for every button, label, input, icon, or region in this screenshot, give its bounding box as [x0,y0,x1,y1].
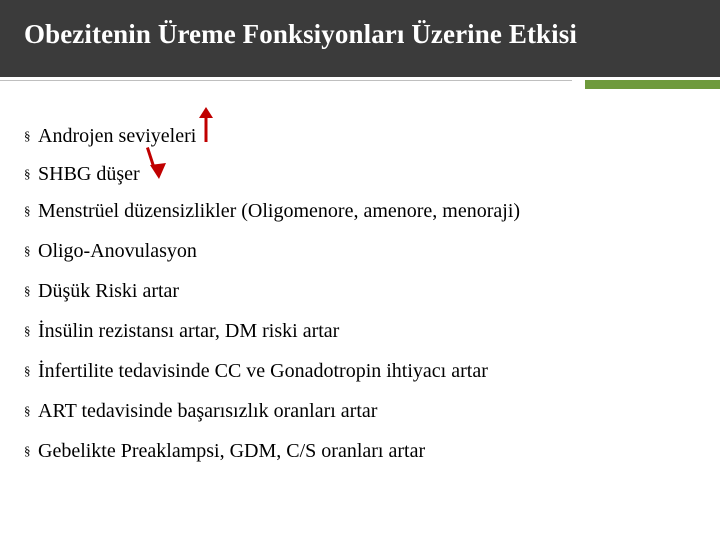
bullet-marker: § [24,323,31,338]
bullet-text: ART tedavisinde başarısızlık oranları artar [38,400,378,422]
bullet-marker: § [24,363,31,378]
bullet-text: İnfertilite tedavisinde CC ve Gonadotropin ihtiyacı artar [38,360,488,382]
list-item [24,271,520,311]
bullet-marker: § [24,203,31,218]
arrow-up-icon [198,105,214,157]
title-bar [0,0,720,77]
list-item [24,311,520,351]
accent-bar [585,80,720,89]
arrow-down-icon [146,147,168,195]
bullet-text: İnsülin rezistansı artar, DM riski artar [38,320,340,342]
slide-title: Obezitenin Üreme Fonksiyonları Üzerine Etkisi [24,19,577,49]
bullet-marker: § [24,127,31,143]
bullet-marker: § [24,243,31,258]
list-item [24,151,520,191]
list-item [24,431,520,471]
list-item [24,351,520,391]
list-item [24,391,520,431]
bullet-marker: § [24,403,31,418]
bullet-text: Androjen seviyeleri [38,124,197,147]
list-item [24,111,520,151]
bullet-text: Düşük Riski artar [38,280,180,302]
bullet-list [24,111,520,471]
list-item [24,231,520,271]
title-underline [0,80,572,81]
bullet-text: Menstrüel düzensizlikler (Oligomenore, amenore, menoraji) [38,200,521,222]
bullet-marker: § [24,443,31,458]
list-item [24,191,520,231]
bullet-text: Gebelikte Preaklampsi, GDM, C/S oranları artar [38,440,426,462]
bullet-text: Oligo-Anovulasyon [38,240,197,262]
bullet-marker: § [24,165,31,181]
bullet-text: SHBG düşer [38,162,140,185]
bullet-marker: § [24,283,31,298]
